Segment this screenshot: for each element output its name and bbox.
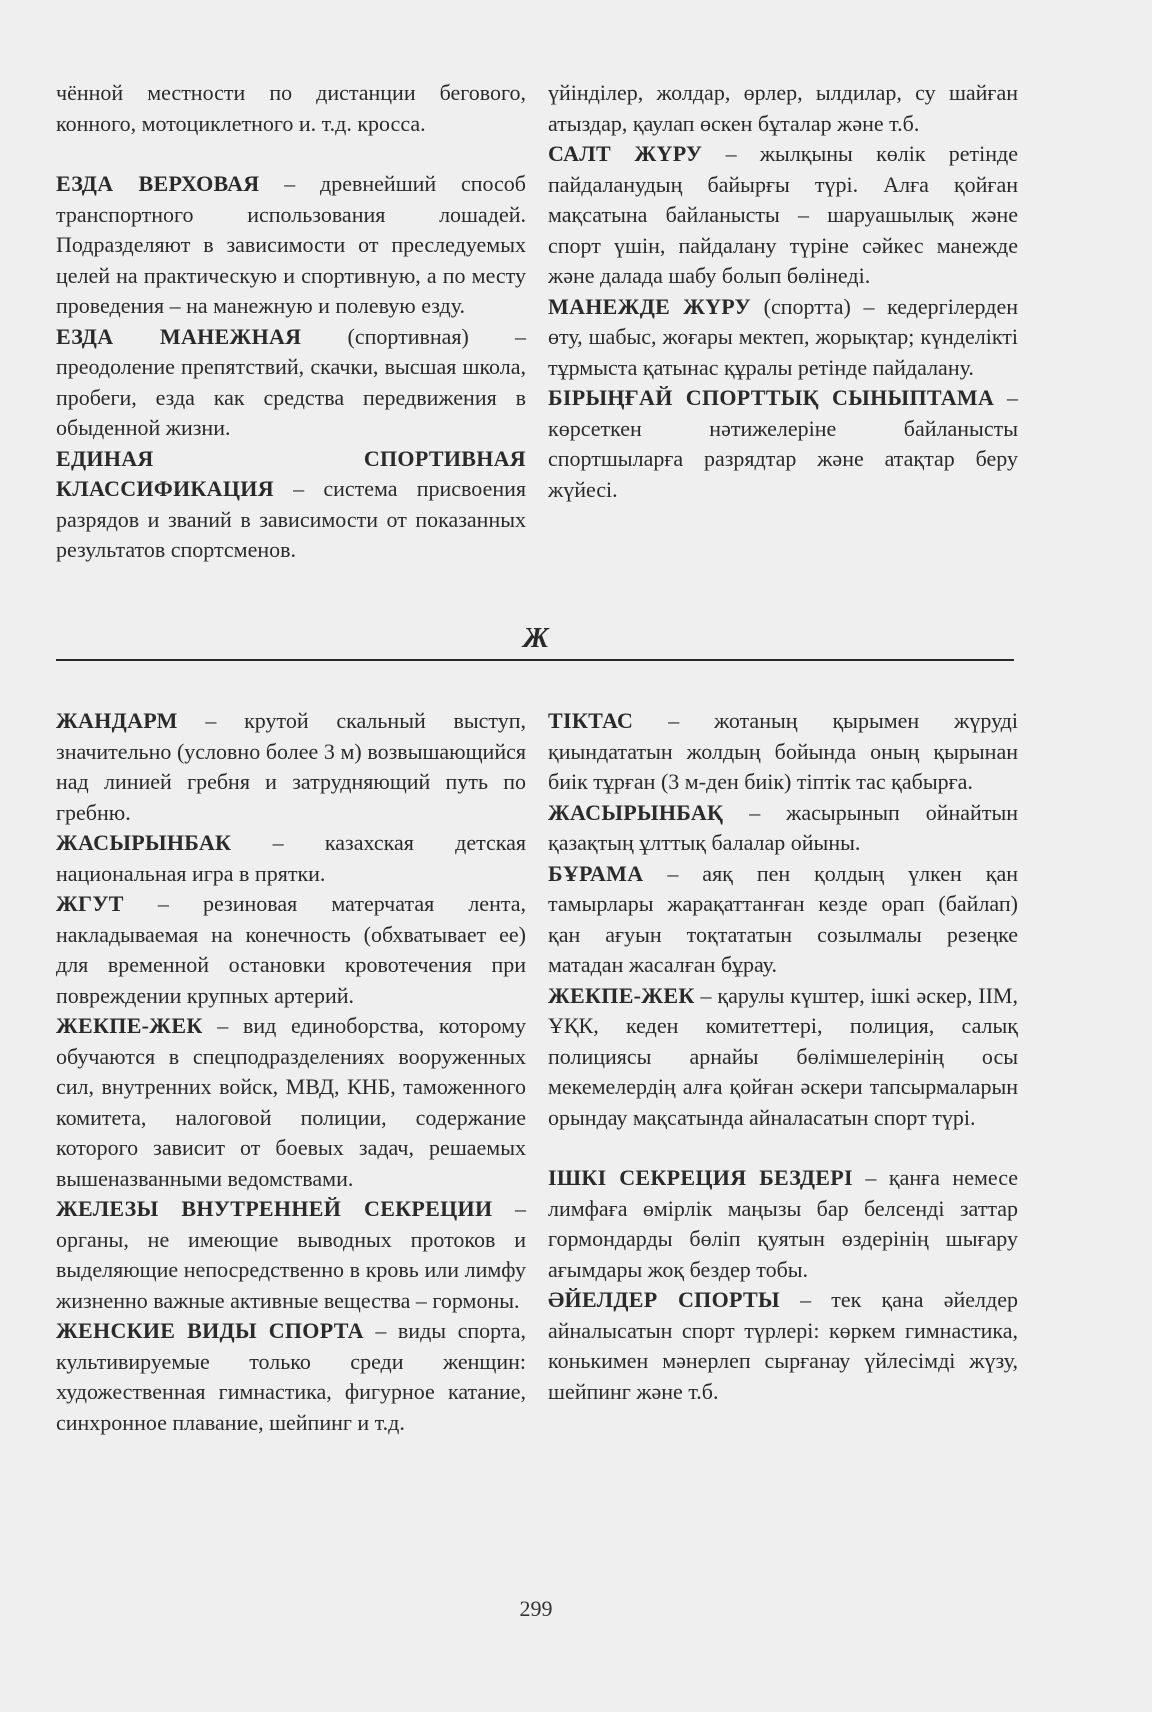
entry-term: ЖЕКПЕ-ЖЕК — [548, 982, 695, 1008]
entry — [56, 889, 526, 1011]
entry — [56, 1011, 526, 1194]
entry-definition: – резиновая матерчатая лента, накладываемая на конечность (обхватывает ее) для временной остановки кровотечения при повреждении крупных артерий. — [56, 891, 526, 1008]
entry-definition: – система присвоения разрядов и званий в зависимости от показанных результатов спортсменов. — [56, 476, 526, 562]
entry-term: ЖЕЛЕЗЫ ВНУТРЕННЕЙ СЕКРЕЦИИ — [56, 1196, 493, 1221]
entry-definition: – казахская детская национальная игра в прятки. — [56, 830, 526, 886]
entry-definition: – тек қана әйелдер айналысатын спорт түрлері: көркем гимнастика, конькимен мәнерлеп сырғанау үйлесімді жүзу, шейпинг және т.б. — [548, 1287, 1018, 1404]
entry-definition: – аяқ пен қолдың үлкен қан тамырлары жарақаттанған кезде орап (байлап) қан ағуын тоқтататын созылмалы резеңке матадан жасалған бұрау. — [548, 860, 1018, 977]
entry-term: САЛТ ЖҮРУ — [548, 141, 703, 166]
entry-definition: – виды спорта, культивируемые только среди женщин: художественная гимнастика, фигурное катание, синхронное плавание, шейпинг и т.д. — [56, 1318, 526, 1435]
entry — [548, 798, 1018, 859]
column-right-bottom — [548, 706, 1018, 1407]
page-number: 299 — [519, 1596, 553, 1621]
entry-term: ЖЕКПЕ-ЖЕК — [56, 1013, 203, 1038]
entry — [56, 444, 526, 566]
entry-definition: – органы, не имеющие выводных протоков и выделяющие непосредственно в кровь или лимфу жизненно важные активные вещества – гормоны. — [56, 1196, 526, 1313]
entry-definition: – жылқыны көлік ретінде пайдаланудың байырғы түрі. Алға қойған мақсатына байланысты – шаруашылық және спорт үшін, пайдалану түріне сәйкес манежде және далада шабу болып бөлінеді. — [548, 141, 1018, 288]
entry-term: ЖГУТ — [56, 891, 124, 916]
entry — [56, 1316, 526, 1438]
entry — [548, 859, 1018, 981]
entry — [56, 706, 526, 828]
column-left-bottom — [56, 706, 526, 1438]
entry — [548, 1163, 1018, 1285]
entry-definition: – жасырынып ойнайтын қазақтың ұлттық балалар ойыны. — [548, 799, 1018, 855]
entry — [548, 383, 1018, 505]
entry-continuation: чённой местности по дистанции бегового, конного, мотоциклетного и. т.д. кросса. — [56, 80, 526, 136]
entry-term: ЕЗДА ВЕРХОВАЯ — [56, 171, 260, 196]
entry — [56, 828, 526, 889]
entry-term: ТІКТАС — [548, 708, 634, 733]
entry — [56, 1194, 526, 1316]
entry-term: БҰРАМА — [548, 860, 644, 886]
entry-term: ЖАНДАРМ — [56, 708, 178, 733]
entry-term: ІШКІ СЕКРЕЦИЯ БЕЗДЕРІ — [548, 1165, 853, 1190]
entry-term: ӘЙЕЛДЕР СПОРТЫ — [548, 1287, 780, 1312]
entry-continuation: үйінділер, жолдар, өрлер, ылдилар, су шайған атыздар, қаулап өскен бұталар және т.б. — [548, 80, 1018, 136]
entry-definition: – крутой скальный выступ, значительно (условно более 3 м) возвышающийся над линией гребня и затрудняющий путь по гребню. — [56, 708, 526, 825]
entry — [548, 706, 1018, 798]
section-divider — [56, 659, 1014, 661]
entry-definition: – древнейший способ транспортного использования лошадей. Подразделяют в зависимости от преследуемых целей на практическую и спортивную, а по месту проведения – на манежную и полевую езду. — [56, 171, 526, 318]
entry-definition: – қанға немесе лимфаға өмірлік маңызы бар белсенді заттар гормондарды бөліп қуятын өздерінің шығару ағымдары жоқ бездер тобы. — [548, 1165, 1018, 1282]
entry-term: БІРЫҢҒАЙ СПОРТТЫҚ СЫНЫПТАМА — [548, 385, 995, 410]
entry-definition: (спортивная) – преодоление препятствий, скачки, высшая школа, пробеги, езда как средства передвижения в обыденной жизни. — [56, 323, 526, 440]
column-right-top — [548, 78, 1018, 505]
entry — [548, 981, 1018, 1134]
entry-term: ЕДИНАЯ СПОРТИВНАЯ КЛАССИФИКАЦИЯ — [56, 445, 526, 501]
entry-definition: – вид единоборства, которому обучаются в спецподразделениях вооруженных сил, внутренних войск, МВД, КНБ, таможенного комитета, налоговой полиции, содержание которого зависит от боевых задач, решаемых вышеназванными ведомствами. — [56, 1013, 526, 1191]
entry-term: МАНЕЖДЕ ЖҮРУ — [548, 293, 751, 319]
section-letter: Ж — [523, 623, 549, 654]
entry-definition: – көрсеткен нәтижелеріне байланысты спортшыларға разрядтар және атақтар беру жүйесі. — [548, 385, 1018, 502]
entry-definition: (спортта) – кедергілерден өту, шабыс, жоғары мектеп, жорықтар; күнделікті тұрмыста қатынас құралы ретінде пайдалану. — [548, 293, 1019, 380]
entry — [548, 139, 1018, 292]
column-left-top — [56, 78, 526, 566]
entry — [548, 292, 1018, 384]
entry-definition: – қарулы күштер, ішкі әскер, ІІМ, ҰҚК, кеден комитеттері, полиция, салық полициясы арнайы бөлімшелерінің осы мекемелердің алға қойған әскери тапсырмаларын орындау мақсатында айналасатын спорт түрі. — [548, 982, 1018, 1130]
entry — [548, 1285, 1018, 1407]
entry-term: ЖАСЫРЫНБАК — [56, 830, 232, 855]
entry — [56, 322, 526, 444]
entry-term: ЖАСЫРЫНБАҚ — [548, 799, 724, 825]
entry-term: ЕЗДА МАНЕЖНАЯ — [56, 323, 302, 349]
entry-definition: – жотаның қырымен жүруді қиындататын жолдың бойында оның қырынан биік тұрған (3 м-ден биік) тіптік тас қабырға. — [548, 708, 1018, 794]
entry — [56, 169, 526, 322]
entry-term: ЖЕНСКИЕ ВИДЫ СПОРТА — [56, 1318, 364, 1343]
